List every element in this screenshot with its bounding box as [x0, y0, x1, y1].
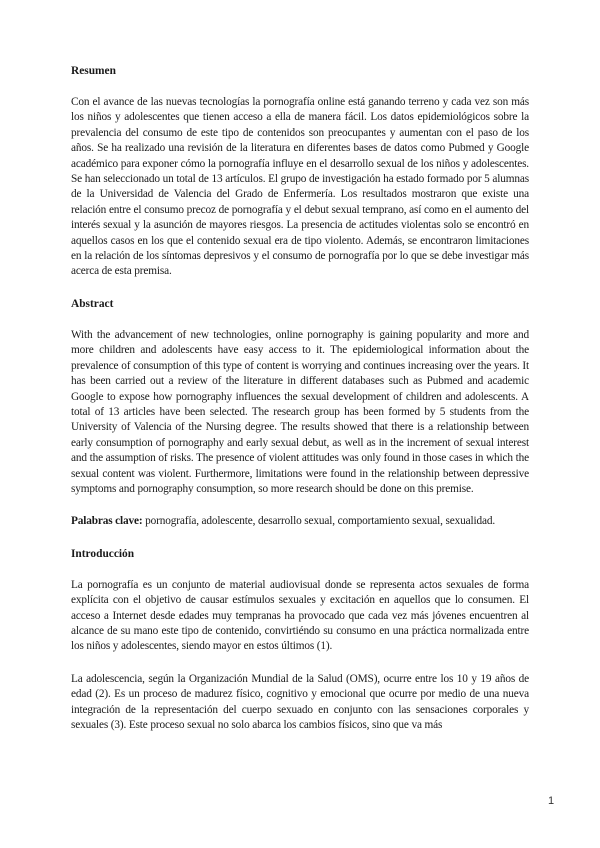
- keywords-label: Palabras clave:: [71, 515, 143, 528]
- page-number: 1: [548, 795, 555, 807]
- keywords-line: [71, 514, 529, 529]
- abstract-paragraph: With the advancement of new technologies, online pornography is gaining popularity and more and more children and adolescents have easy access to it. The epidemiological information about the prevalence of consumption of this type of content is worrying and continues increasing over the years. It has been carried out a review of the literature in different databases such as Pubmed and academic Google to expose how pornography influences the sexual development of children and adolescents. A total of 13 articles have been selected. The research group has been formed by 5 students from the University of Valencia of the Nursing degree. The results showed that there is a relationship between early consumption of pornography and early sexual debut, as well as in the increment of sexual interest and the assumption of risks. The presence of violent attitudes was only found in those cases in which the sexual content was violent. Furthermore, limitations were found in the relationship between depressive symptoms and pornography consumption, so more research should be done on this premise.: [71, 328, 529, 495]
- introduccion-paragraph-2: La adolescencia, según la Organización Mundial de la Salud (OMS), ocurre entre los 10 y 19 años de edad (2). Es un proceso de madurez físico, cognitivo y emocional que ocurre por medio de una nueva integración de la representación del cuerpo sexuado en conjunto con las sensaciones corporales y sexuales (3). Este proceso sexual no solo abarca los cambios físicos, sino que va más: [71, 672, 529, 731]
- introduccion-heading: Introducción: [71, 547, 135, 560]
- keywords-text: pornografía, adolescente, desarrollo sexual, comportamiento sexual, sexualidad.: [142, 515, 495, 528]
- abstract-heading: Abstract: [71, 297, 114, 310]
- introduccion-paragraph-1: La pornografía es un conjunto de material audiovisual donde se representa actos sexuales de forma explícita con el objetivo de causar estímulos sexuales y excitación en aquellos que lo consumen. El acceso a Internet desde edades muy tempranas ha provocado que cada vez más jóvenes encuentren al alcance de su mano este tipo de contenido, convirtiéndo su consumo en una práctica normalizada entre los niños y adolescentes, siendo mayor en estos últimos (1).: [71, 578, 529, 653]
- resumen-paragraph: Con el avance de las nuevas tecnologías la pornografía online está ganando terreno y cada vez son más los niños y adolescentes que tienen acceso a ella de manera fácil. Los datos epidemiológicos sobre la prevalencia del consumo de este tipo de contenidos son preocupantes y aumentan con el paso de los años. Se ha realizado una revisión de la literatura en diferentes bases de datos como Pubmed y Google académico para exponer cómo la pornografía influye en el desarrollo sexual de los niños y adolescentes. Se han seleccionado un total de 13 artículos. El grupo de investigación ha estado formado por 5 alumnas de la Universidad de Valencia del Grado de Enfermería. Los resultados mostraron que existe una relación entre el consumo precoz de pornografía y el debut sexual temprano, así como en el aumento del interés sexual y la asunción de mayores riesgos. La presencia de actitudes violentas solo se encontró en aquellos casos en los que el contenido sexual era de tipo violento. Además, se encontraron limitaciones en la relación de los síntomas depresivos y el consumo de pornografía por lo que se debe investigar más acerca de esta premisa.: [71, 96, 529, 278]
- resumen-heading: Resumen: [71, 65, 116, 77]
- document-page: [71, 64, 529, 733]
